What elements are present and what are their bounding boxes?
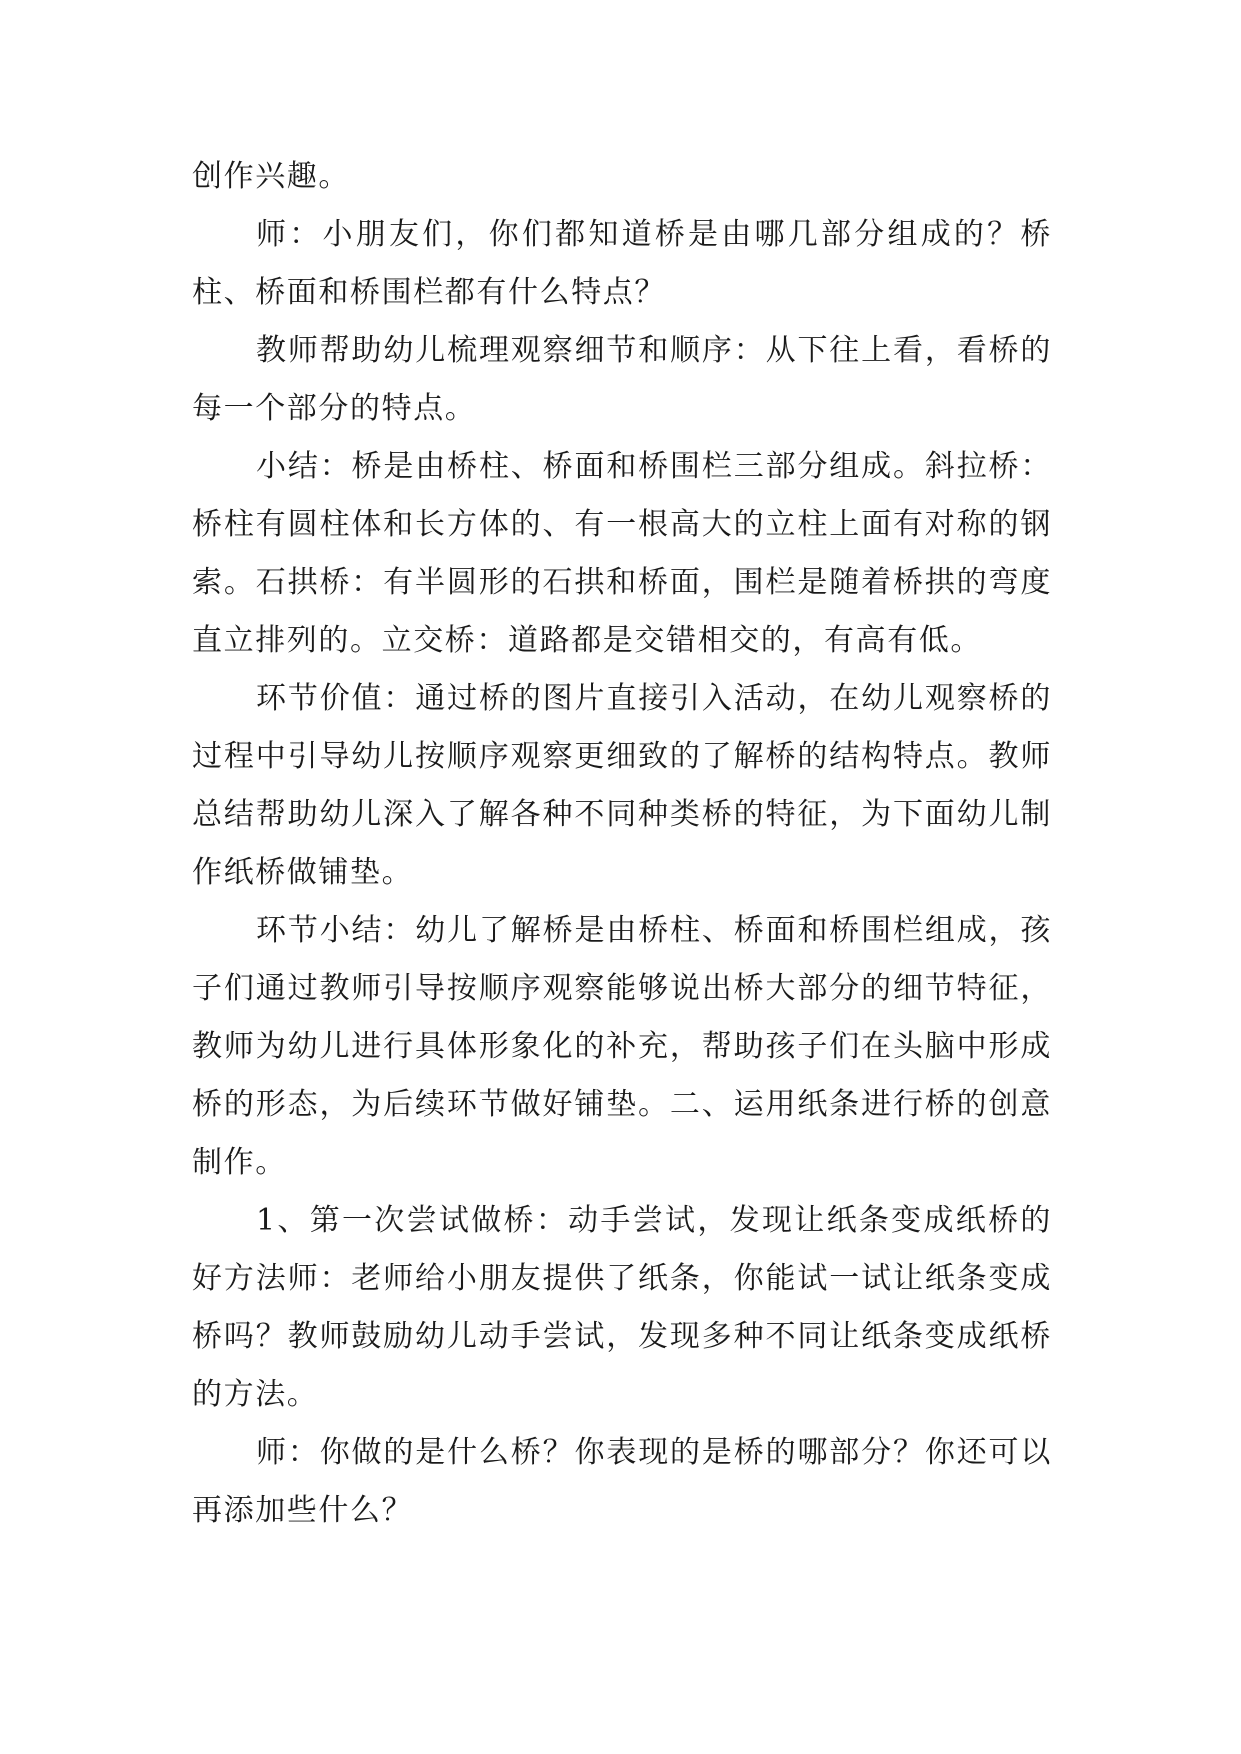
paragraph-teacher-followup: 师：你做的是什么桥？你表现的是桥的哪部分？你还可以再添加些什么？ <box>192 1435 1052 1528</box>
paragraph-segment-value: 环节价值：通过桥的图片直接引入活动，在幼儿观察桥的过程中引导幼儿按顺序观察更细致的了解桥的结构特点。教师总结帮助幼儿深入了解各种不同种类桥的特征，为下面幼儿制作纸桥做铺垫。 <box>192 681 1052 890</box>
paragraph-observation-order: 教师帮助幼儿梳理观察细节和顺序：从下往上看，看桥的每一个部分的特点。 <box>192 333 1052 426</box>
document-body <box>192 148 1052 1540</box>
paragraph-first-attempt: 1、第一次尝试做桥：动手尝试，发现让纸条变成纸桥的好方法师：老师给小朋友提供了纸条，你能试一试让纸条变成桥吗？教师鼓励幼儿动手尝试，发现多种不同让纸条变成纸桥的方法。 <box>192 1203 1052 1412</box>
paragraph-segment-summary: 环节小结：幼儿了解桥是由桥柱、桥面和桥围栏组成，孩子们通过教师引导按顺序观察能够说出桥大部分的细节特征，教师为幼儿进行具体形象化的补充，帮助孩子们在头脑中形成桥的形态，为后续环节做好铺垫。二、运用纸条进行桥的创意制作。 <box>192 913 1052 1180</box>
paragraph-teacher-question: 师：小朋友们，你们都知道桥是由哪几部分组成的？桥柱、桥面和桥围栏都有什么特点？ <box>192 217 1052 310</box>
paragraph-continuation: 创作兴趣。 <box>192 159 350 194</box>
paragraph-summary: 小结：桥是由桥柱、桥面和桥围栏三部分组成。斜拉桥：桥柱有圆柱体和长方体的、有一根高大的立柱上面有对称的钢索。石拱桥：有半圆形的石拱和桥面，围栏是随着桥拱的弯度直立排列的。立交桥：道路都是交错相交的，有高有低。 <box>192 449 1052 658</box>
